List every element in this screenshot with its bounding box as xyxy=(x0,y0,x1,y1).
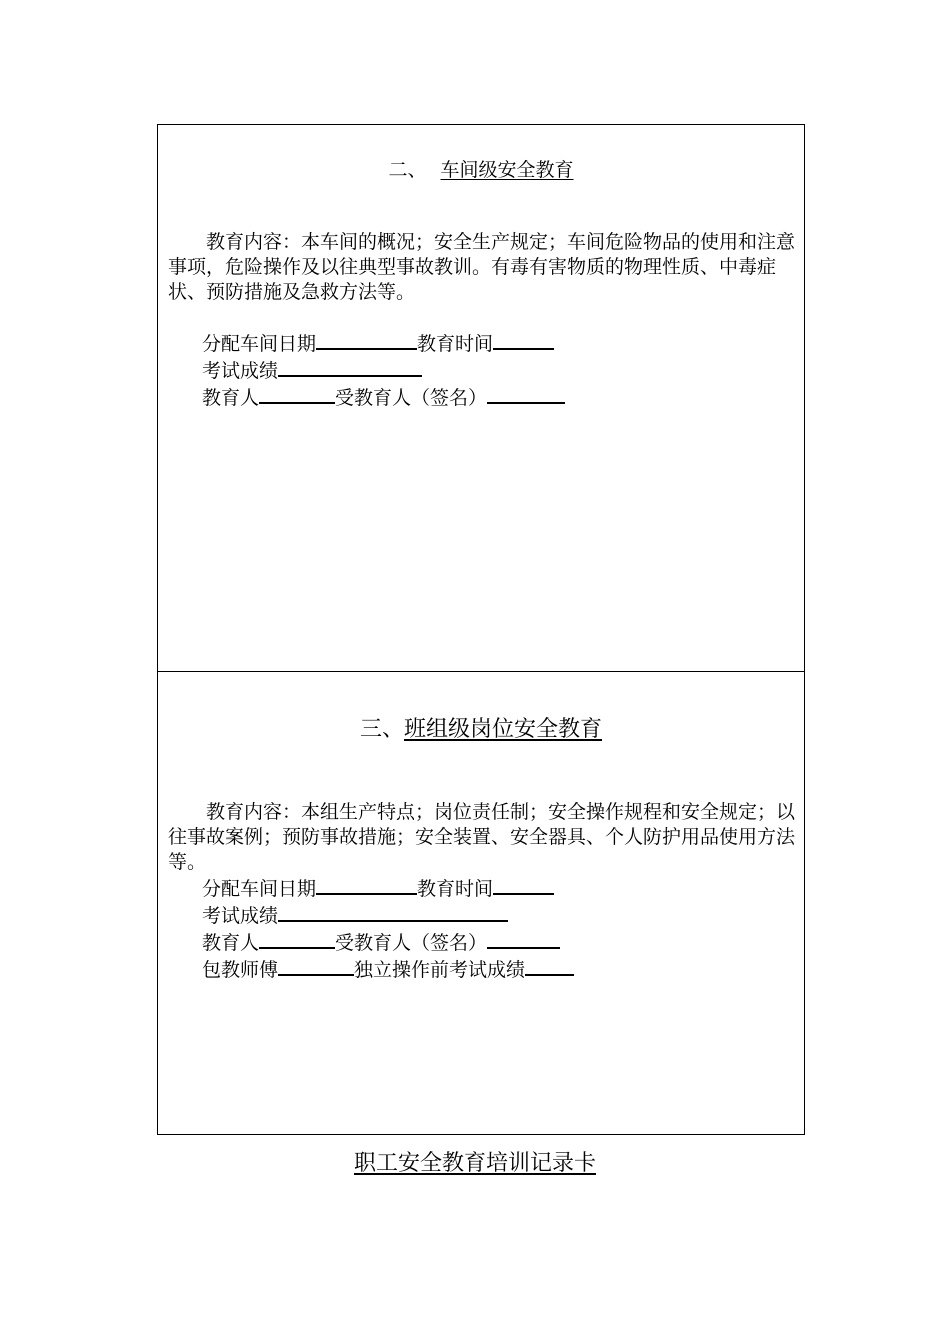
edu-time-label: 教育时间 xyxy=(417,878,494,900)
workshop-level-section xyxy=(158,125,804,670)
trainee-signature-blank[interactable] xyxy=(487,384,565,404)
assign-date-label: 分配车间日期 xyxy=(202,333,317,355)
field-row xyxy=(202,929,574,956)
assign-date-blank[interactable] xyxy=(316,330,417,350)
section-number: 三、 xyxy=(359,717,404,742)
edu-time-label: 教育时间 xyxy=(417,333,494,355)
edu-time-blank[interactable] xyxy=(493,875,554,895)
card-title xyxy=(0,1146,950,1177)
field-row xyxy=(202,875,574,902)
edu-time-blank[interactable] xyxy=(493,330,554,350)
section-number: 二、 xyxy=(388,159,427,181)
educator-blank[interactable] xyxy=(259,929,335,949)
field-row xyxy=(202,902,574,929)
form-fields xyxy=(202,330,565,411)
field-row xyxy=(202,956,574,983)
section-title: 车间级安全教育 xyxy=(440,159,574,181)
section-heading xyxy=(158,712,804,743)
mentor-blank[interactable] xyxy=(278,956,354,976)
trainee-signature-blank[interactable] xyxy=(487,929,560,949)
education-content: 教育内容：本组生产特点；岗位责任制；安全操作规程和安全规定；以往事故案例；预防事故措施；安全装置、安全器具、个人防护用品使用方法等。 xyxy=(168,801,796,873)
assign-date-label: 分配车间日期 xyxy=(202,878,317,900)
card-title-text: 职工安全教育培训记录卡 xyxy=(353,1151,596,1176)
educator-label: 教育人 xyxy=(202,932,260,954)
field-row xyxy=(202,330,565,357)
section-title: 班组级岗位安全教育 xyxy=(404,717,603,742)
field-row xyxy=(202,357,565,384)
educator-blank[interactable] xyxy=(259,384,335,404)
trainee-label: 受教育人（签名） xyxy=(335,932,488,954)
exam-score-label: 考试成绩 xyxy=(202,905,279,927)
form-fields xyxy=(202,875,574,983)
training-record-card xyxy=(157,124,805,1135)
trainee-label: 受教育人（签名） xyxy=(335,387,488,409)
exam-score-label: 考试成绩 xyxy=(202,360,279,382)
educator-label: 教育人 xyxy=(202,387,260,409)
assign-date-blank[interactable] xyxy=(316,875,417,895)
exam-score-blank[interactable] xyxy=(278,357,422,377)
independent-exam-label: 独立操作前考试成绩 xyxy=(354,959,526,981)
section-heading xyxy=(158,155,804,182)
team-level-section xyxy=(158,671,804,1135)
mentor-label: 包教师傅 xyxy=(202,959,279,981)
exam-score-blank[interactable] xyxy=(278,902,508,922)
field-row xyxy=(202,384,565,411)
education-content: 教育内容：本车间的概况；安全生产规定；车间危险物品的使用和注意事项，危险操作及以往典型事故教训。有毒有害物质的物理性质、中毒症状、预防措施及急救方法等。 xyxy=(168,231,796,303)
independent-exam-blank[interactable] xyxy=(525,956,574,976)
